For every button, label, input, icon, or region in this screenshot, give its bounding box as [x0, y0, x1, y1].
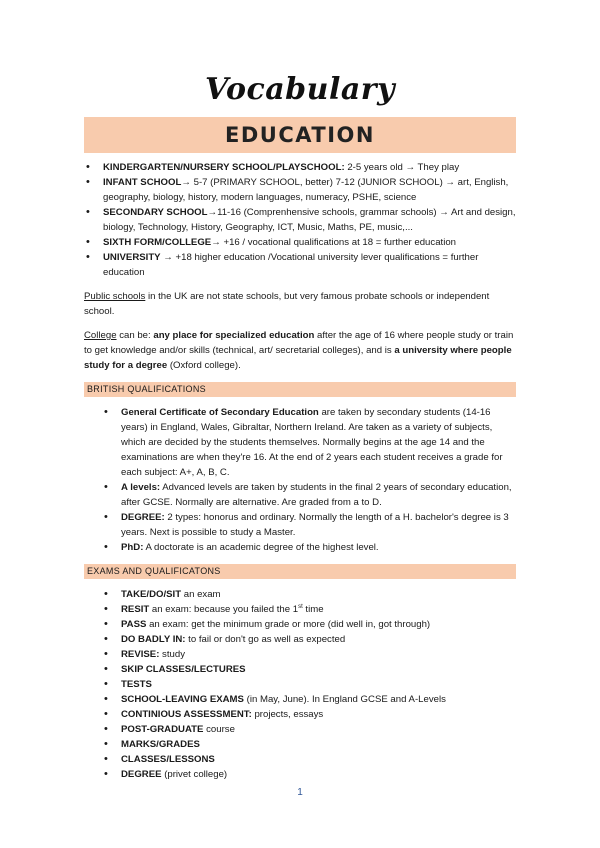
list-item: • CLASSES/LESSONS [121, 752, 516, 767]
college-paragraph: College can be: any place for specialized education after the age of 16 where people study or train to get knowledge and/or skills (technical, art/ secretarial colleges), and is a university where people study for a degree (Oxford college). [84, 330, 514, 371]
page-number: 1 [297, 787, 303, 798]
school-levels-list [84, 160, 516, 280]
education-banner [84, 117, 516, 153]
list-item: • DEGREE (privet college) [121, 767, 516, 782]
list-item: • MARKS/GRADES [121, 737, 516, 752]
list-item: • DEGREE: 2 types: honorus and ordinary. Normally the length of a H. bachelor's degree is 3 years. Next is possible to study a Master. [121, 510, 516, 540]
list-item: • SCHOOL-LEAVING EXAMS (in May, June). In England GCSE and A-Levels [121, 692, 516, 707]
list-item: • INFANT SCHOOL→ 5-7 (PRIMARY SCHOOL, better) 7-12 (JUNIOR SCHOOL) → art, English, geography, biology, history, modern languages, numeracy, PSHE, science [103, 175, 516, 205]
exams-qualifications-header: EXAMS AND QUALIFICATONS [84, 564, 516, 579]
list-item: • SIXTH FORM/COLLEGE→ +16 / vocational qualifications at 18 = further education [103, 235, 516, 250]
qualifications-list [84, 405, 516, 555]
public-schools-paragraph: Public schools in the UK are not state schools, but very famous probate schools or independent school. [84, 291, 490, 317]
list-item: • SKIP CLASSES/LECTURES [121, 662, 516, 677]
list-item: • POST-GRADUATE course [121, 722, 516, 737]
list-item: • TAKE/DO/SIT an exam [121, 587, 516, 602]
list-item: • UNIVERSITY → +18 higher education /Vocational university lever qualifications = further education [103, 250, 516, 280]
british-qualifications-header: BRITISH QUALIFICATIONS [84, 382, 516, 397]
exams-list [84, 587, 516, 782]
list-item: • PhD: A doctorate is an academic degree of the highest level. [121, 540, 516, 555]
list-item: • TESTS [121, 677, 516, 692]
document-body [84, 160, 516, 782]
education-banner-label: EDUCATION [225, 123, 375, 147]
list-item: • KINDERGARTEN/NURSERY SCHOOL/PLAYSCHOOL: 2-5 years old → They play [103, 160, 516, 175]
list-item: • CONTINIOUS ASSESSMENT: projects, essays [121, 707, 516, 722]
page-title: Vocabulary [204, 72, 396, 107]
list-item: • RESIT an exam: because you failed the 1st time [121, 602, 516, 617]
list-item: • DO BADLY IN: to fail or don't go as well as expected [121, 632, 516, 647]
list-item: • General Certificate of Secondary Education are taken by secondary students (14-16 years) in England, Wales, Gibraltar, Northern Ireland. Are taken as a variety of subjects, which are decided by the students themselves. Normally begins at the age 14 and the examinations are when they're 16. At the end of 2 years each student receives a grade for each subject: A+, A, B, C. [121, 405, 516, 480]
list-item: • A levels: Advanced levels are taken by students in the final 2 years of secondary education, after GCSE. Normally are alternative. Are graded from a to D. [121, 480, 516, 510]
list-item: • REVISE: study [121, 647, 516, 662]
list-item: • SECONDARY SCHOOL→11-16 (Comprenhensive schools, grammar schools) → Art and design, biology, Technology, History, Geography, ICT, Music, Maths, PE, music,... [103, 205, 516, 235]
list-item: • PASS an exam: get the minimum grade or more (did well in, got through) [121, 617, 516, 632]
